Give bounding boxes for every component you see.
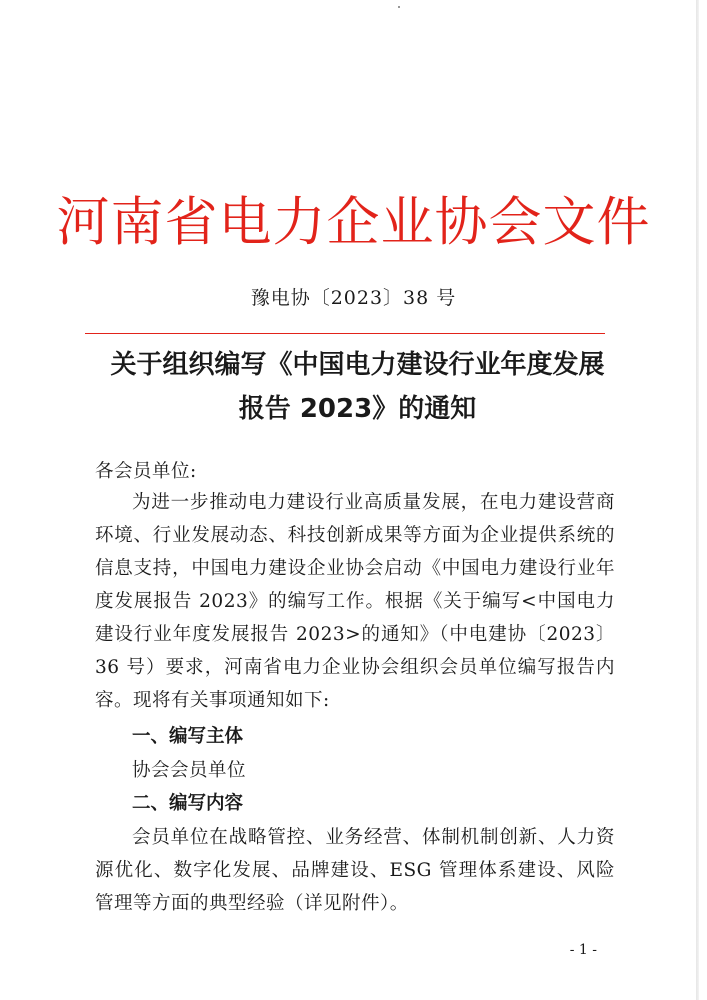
section-2-paragraph: 会员单位在战略管控、业务经营、体制机制创新、人力资源优化、数字化发展、品牌建设、ESG 管理体系建设、风险管理等方面的典型经验（详见附件）。	[95, 827, 615, 914]
scan-speck	[398, 6, 400, 8]
page-number-text: - 1 -	[569, 942, 597, 958]
issuing-org-header: 河南省电力企业协会文件	[56, 192, 651, 253]
document-number: 豫电协〔2023〕38 号	[250, 287, 457, 309]
title-line-2: 报告 2023》的通知	[238, 394, 477, 424]
page-edge-shadow	[696, 0, 699, 1000]
title-line-1: 关于组织编写《中国电力建设行业年度发展	[110, 350, 605, 380]
document-title	[60, 343, 655, 431]
section-1-text: 协会会员单位	[132, 760, 247, 781]
section-heading-2: 二、编写内容	[132, 793, 244, 814]
salutation: 各会员单位:	[95, 461, 197, 482]
red-separator-line	[85, 333, 605, 334]
intro-paragraph: 为进一步推动电力建设行业高质量发展，在电力建设营商环境、行业发展动态、科技创新成果等方面为企业提供系统的信息支持，中国电力建设企业协会启动《中国电力建设行业年度发展报告 2023》的编写工作。根据《关于编写<中国电力建设行业年度发展报告 2023>的通知》（中电建协〔2023〕36 号）要求，河南省电力企业协会组织会员单位编写报告内容。现将有关事项通知如下:	[95, 492, 615, 711]
section-heading-1: 一、编写主体	[132, 726, 244, 747]
